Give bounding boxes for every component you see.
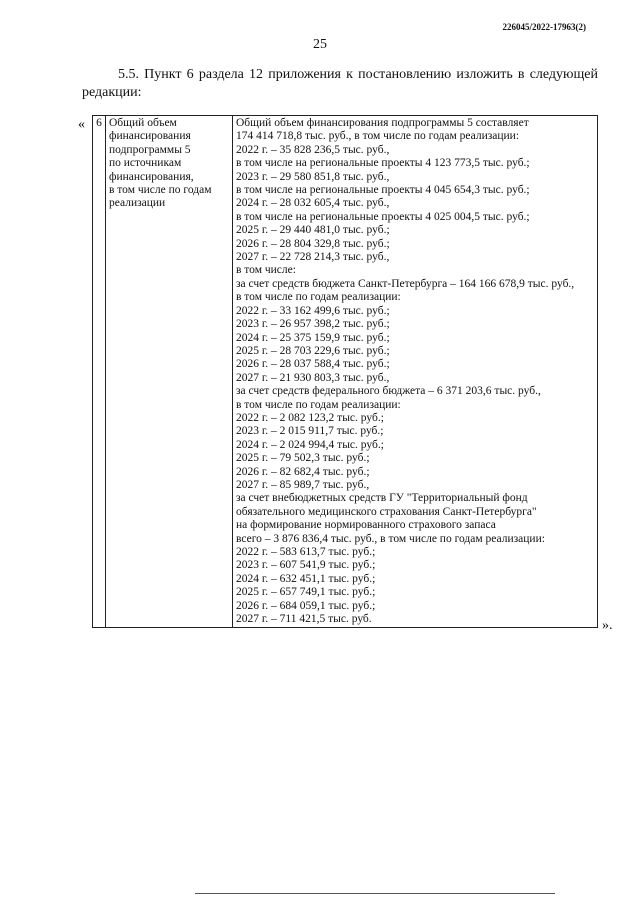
body-line: 2023 г. – 26 957 398,2 тыс. руб.;	[236, 318, 390, 331]
body-line: за счет средств бюджета Санкт-Петербурга – 164 166 678,9 тыс. руб.,	[236, 277, 575, 290]
body-line: всего – 3 876 836,4 тыс. руб., в том числе по годам реализации:	[236, 532, 545, 545]
body-line: 2025 г. – 79 502,3 тыс. руб.;	[236, 452, 370, 465]
title-line: подпрограммы 5	[109, 143, 191, 156]
body-line: за счет средств федерального бюджета – 6 371 203,6 тыс. руб.,	[236, 385, 541, 398]
body-line: в том числе:	[236, 264, 296, 277]
document-id: 226045/2022-17963(2)	[502, 22, 586, 32]
body-line: Общий объем финансирования подпрограммы 5 составляет	[236, 117, 529, 129]
closing-quote: ».	[602, 618, 613, 633]
body-line: 2023 г. – 2 015 911,7 тыс. руб.;	[236, 425, 384, 438]
body-line: 2026 г. – 82 682,4 тыс. руб.;	[236, 465, 370, 478]
body-line: в том числе по годам реализации:	[236, 291, 401, 304]
body-line: 2022 г. – 35 828 236,5 тыс. руб.,	[236, 143, 390, 156]
body-line: 2022 г. – 2 082 123,2 тыс. руб.;	[236, 411, 384, 424]
page-number: 25	[313, 37, 327, 52]
body-line: 2026 г. – 28 037 588,4 тыс. руб.;	[236, 358, 390, 371]
bottom-divider	[195, 893, 555, 894]
body-line: 2024 г. – 632 451,1 тыс. руб.;	[236, 572, 376, 585]
body-line: 2026 г. – 684 059,1 тыс. руб.;	[236, 599, 376, 612]
title-line: в том числе по годам	[109, 184, 212, 197]
body-line: 2027 г. – 85 989,7 тыс. руб.,	[236, 478, 370, 491]
body-line: 2027 г. – 21 930 803,3 тыс. руб.,	[236, 371, 390, 384]
body-line: 2022 г. – 583 613,7 тыс. руб.;	[236, 546, 376, 558]
body-line: за счет внебюджетных средств ГУ "Территориальный фонд	[236, 492, 528, 505]
row-body	[233, 116, 598, 628]
body-line: 2026 г. – 28 804 329,8 тыс. руб.;	[236, 237, 390, 250]
body-line: 2024 г. – 28 032 605,4 тыс. руб.,	[236, 197, 390, 210]
body-line: 2027 г. – 711 421,5 тыс. руб.	[236, 613, 372, 626]
body-line: 2023 г. – 29 580 851,8 тыс. руб.,	[236, 170, 390, 183]
body-line: в том числе по годам реализации:	[236, 398, 401, 411]
body-line: 2025 г. – 657 749,1 тыс. руб.;	[236, 586, 376, 599]
body-line: 2025 г. – 29 440 481,0 тыс. руб.;	[236, 224, 390, 237]
body-line: на формирование нормированного страхового запаса	[236, 519, 496, 532]
body-line: 174 414 718,8 тыс. руб., в том числе по годам реализации:	[236, 130, 520, 143]
row-title	[106, 116, 233, 628]
body-line: обязательного медицинского страхования Санкт-Петербурга"	[236, 505, 537, 518]
title-line: реализации	[109, 197, 166, 210]
title-line: по источникам	[109, 157, 182, 170]
body-line: 2022 г. – 33 162 499,6 тыс. руб.;	[236, 304, 390, 317]
body-line: 2027 г. – 22 728 214,3 тыс. руб.,	[236, 251, 390, 264]
body-line: в том числе на региональные проекты 4 123 773,5 тыс. руб.;	[236, 157, 530, 170]
body-line: 2023 г. – 607 541,9 тыс. руб.;	[236, 559, 376, 572]
title-line: финансирования,	[109, 170, 194, 183]
intro-paragraph: 5.5. Пункт 6 раздела 12 приложения к постановлению изложить в следующей редакции:	[82, 67, 598, 100]
title-line: Общий объем	[109, 117, 177, 129]
table-row	[93, 116, 598, 628]
body-line: 2024 г. – 2 024 994,4 тыс. руб.;	[236, 438, 384, 451]
body-line: в том числе на региональные проекты 4 025 004,5 тыс. руб.;	[236, 210, 530, 223]
row-number: 6	[93, 116, 106, 628]
opening-quote: «	[78, 117, 85, 132]
body-line: 2024 г. – 25 375 159,9 тыс. руб.;	[236, 331, 390, 344]
title-line: финансирования	[109, 130, 191, 143]
body-line: в том числе на региональные проекты 4 045 654,3 тыс. руб.;	[236, 184, 530, 197]
body-line: 2025 г. – 28 703 229,6 тыс. руб.;	[236, 344, 390, 357]
program-table	[92, 115, 598, 628]
